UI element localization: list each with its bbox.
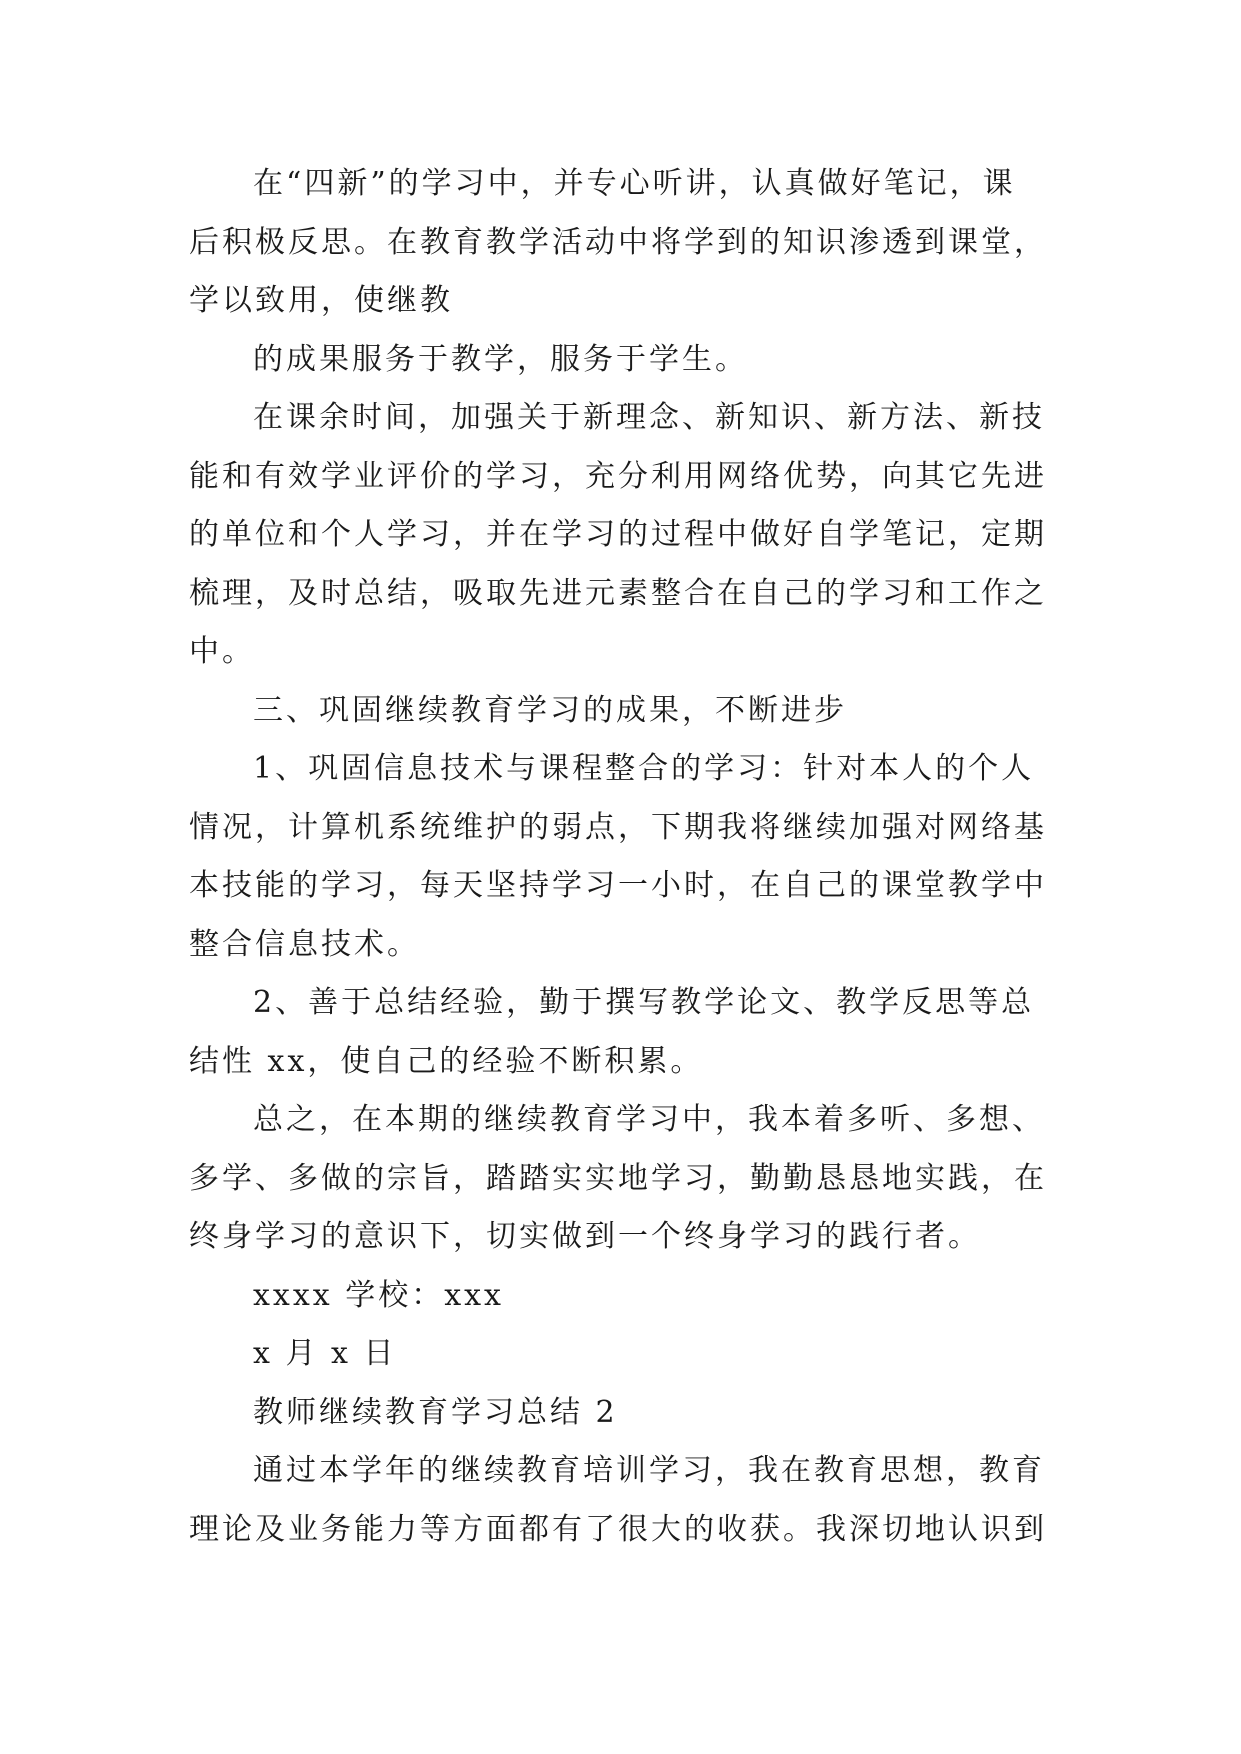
text-line: 的成果服务于教学，服务于学生。 — [253, 341, 748, 377]
text-line: 情况，计算机系统维护的弱点，下期我将继续加强对网络基 — [189, 809, 1047, 845]
text-line: 梳理，及时总结，吸取先进元素整合在自己的学习和工作之 — [189, 575, 1047, 611]
text-line: 多学、多做的宗旨，踏踏实实地学习，勤勤恳恳地实践，在 — [189, 1160, 1047, 1196]
text-line: 2、善于总结经验，勤于撰写教学论文、教学反思等总 — [253, 985, 1035, 1020]
text-line: 学以致用，使继教 — [189, 283, 453, 318]
text-line: 总之，在本期的继续教育学习中，我本着多听、多想、 — [253, 1102, 1045, 1137]
text-line: 理论及业务能力等方面都有了很大的收获。我深切地认识到 — [189, 1511, 1047, 1547]
text-line: 终身学习的意识下，切实做到一个终身学习的践行者。 — [189, 1219, 981, 1254]
document-body — [189, 155, 1059, 1559]
text-line: 后积极反思。在教育教学活动中将学到的知识渗透到课堂， — [189, 224, 1047, 260]
signature-date: x 月 x 日 — [253, 1336, 397, 1371]
text-line: 1、巩固信息技术与课程整合的学习：针对本人的个人 — [253, 751, 1035, 786]
text-line: 本技能的学习，每天坚持学习一小时，在自己的课堂教学中 — [189, 868, 1047, 903]
signature-school: xxxx 学校：xxx — [253, 1277, 504, 1313]
text-line: 整合信息技术。 — [189, 926, 420, 962]
text-line: 的单位和个人学习，并在学习的过程中做好自学笔记，定期 — [189, 517, 1047, 552]
text-line: 结性 xx，使自己的经验不断积累。 — [189, 1043, 704, 1079]
text-line: 在课余时间，加强关于新理念、新知识、新方法、新技 — [253, 400, 1045, 435]
section-heading: 三、巩固继续教育学习的成果，不断进步 — [253, 692, 847, 728]
text-line: 通过本学年的继续教育培训学习，我在教育思想，教育 — [253, 1453, 1045, 1488]
text-line: 中。 — [189, 634, 255, 669]
text-line: 能和有效学业评价的学习，充分利用网络优势，向其它先进 — [189, 458, 1047, 494]
document-subtitle: 教师继续教育学习总结 2 — [253, 1394, 618, 1430]
text-line: 在“四新”的学习中，并专心听讲，认真做好笔记，课 — [253, 166, 1016, 201]
